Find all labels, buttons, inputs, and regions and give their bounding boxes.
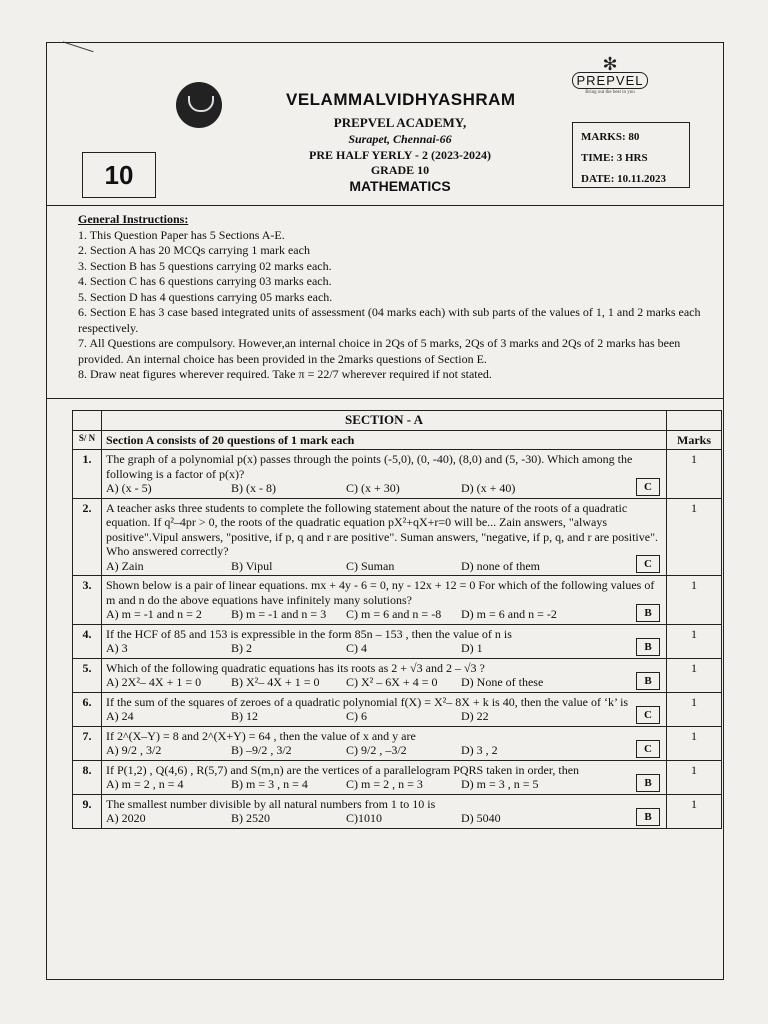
instruction-item: 4. Section C has 6 questions carrying 03 marks each. bbox=[78, 274, 332, 288]
options bbox=[106, 743, 662, 758]
question-row bbox=[73, 794, 722, 828]
sn-header: S/ N bbox=[73, 430, 102, 450]
option: C) Suman bbox=[346, 558, 395, 573]
answer-box: C bbox=[636, 706, 660, 724]
options bbox=[106, 811, 662, 826]
question-cell bbox=[102, 726, 667, 760]
prepvel-logo bbox=[570, 56, 650, 98]
question-row bbox=[73, 692, 722, 726]
answer-box: C bbox=[636, 478, 660, 496]
sparkle-icon: ✻ bbox=[602, 54, 618, 74]
option: D) (x + 40) bbox=[461, 481, 516, 495]
question-cell bbox=[102, 624, 667, 658]
instruction-item: 5. Section D has 4 questions carrying 05 marks each. bbox=[78, 289, 333, 304]
options bbox=[106, 641, 662, 656]
option: D) 22 bbox=[461, 709, 489, 723]
option: D) 1 bbox=[461, 641, 483, 655]
option: C) 9/2 , –3/2 bbox=[346, 743, 407, 757]
option: D) 3 , 2 bbox=[461, 743, 498, 757]
question-marks: 1 bbox=[667, 794, 722, 828]
question-text: If the HCF of 85 and 153 is expressible in the form 85n – 153 , then the value of n is bbox=[106, 626, 512, 641]
options bbox=[106, 607, 662, 622]
answer-box: B bbox=[636, 604, 660, 622]
options bbox=[106, 777, 662, 792]
time-label: TIME: 3 HRS bbox=[581, 152, 648, 164]
brand-name: PREPVEL bbox=[572, 72, 649, 89]
option: B) 2520 bbox=[231, 811, 270, 825]
option: A) 3 bbox=[106, 641, 128, 655]
instructions-title: General Instructions: bbox=[78, 212, 189, 226]
option: C) m = 6 and n = -8 bbox=[346, 607, 442, 621]
option: D) m = 6 and n = -2 bbox=[461, 607, 557, 621]
question-text: A teacher asks three students to complete the following statement about the nature of the roots of a quadratic equation. If q²–4pr > 0, the roots of the quadratic equation pX²+qX+r=0 will be... Zain answers, "always positive".Vipul answers, "positive, if p, q and r are positive". Suman answers, "negative, if p, q, and r are positive". Who answered correctly? bbox=[106, 500, 658, 558]
option: A) 24 bbox=[106, 709, 134, 723]
option: C)1010 bbox=[346, 811, 382, 825]
school-name: VELAMMALVIDHYASHRAM bbox=[286, 90, 516, 109]
exam-title: PRE HALF YERLY - 2 (2023-2024) bbox=[309, 148, 491, 162]
question-cell bbox=[102, 760, 667, 794]
school-logo-icon bbox=[176, 82, 222, 128]
subject: MATHEMATICS bbox=[349, 178, 451, 194]
question-number: 1. bbox=[73, 450, 102, 499]
option: B) –9/2 , 3/2 bbox=[231, 743, 292, 757]
option: B) m = -1 and n = 3 bbox=[231, 607, 327, 621]
option: A) 9/2 , 3/2 bbox=[106, 743, 162, 757]
question-row bbox=[73, 658, 722, 692]
question-marks: 1 bbox=[667, 726, 722, 760]
date-label: DATE: 10.11.2023 bbox=[581, 173, 667, 185]
question-marks: 1 bbox=[667, 624, 722, 658]
question-text: If P(1,2) , Q(4,6) , R(5,7) and S(m,n) are the vertices of a parallelogram PQRS taken in order, then bbox=[106, 762, 580, 777]
option: A) m = -1 and n = 2 bbox=[106, 607, 202, 621]
divider bbox=[47, 398, 723, 399]
option: A) (x - 5) bbox=[106, 481, 152, 495]
question-cell bbox=[102, 450, 667, 499]
options bbox=[106, 675, 662, 690]
question-text: If the sum of the squares of zeroes of a quadratic polynomial f(X) = X²– 8X + k is 40, then the value of ‘k’ is bbox=[106, 694, 629, 709]
option: C) X² – 6X + 4 = 0 bbox=[346, 675, 438, 689]
academy-name: PREPVEL ACADEMY, bbox=[333, 115, 467, 130]
question-number: 8. bbox=[73, 760, 102, 794]
question-row bbox=[73, 624, 722, 658]
option: C) 4 bbox=[346, 641, 367, 655]
marks-label: MARKS: 80 bbox=[581, 131, 640, 143]
question-text: Which of the following quadratic equations has its roots as 2 + √3 and 2 – √3 ? bbox=[106, 660, 485, 675]
general-instructions bbox=[78, 212, 714, 383]
option: A) Zain bbox=[106, 558, 144, 573]
grade-line: GRADE 10 bbox=[370, 163, 430, 177]
grade-box: 10 bbox=[82, 152, 156, 198]
question-row bbox=[73, 760, 722, 794]
answer-box: B bbox=[636, 638, 660, 656]
option: A) 2X²– 4X + 1 = 0 bbox=[106, 675, 202, 689]
instruction-item: 2. Section A has 20 MCQs carrying 1 mark each bbox=[78, 243, 310, 257]
option: C) 6 bbox=[346, 709, 367, 723]
question-cell bbox=[102, 498, 667, 576]
option: D) none of them bbox=[461, 558, 540, 573]
question-cell bbox=[102, 794, 667, 828]
option: D) None of these bbox=[461, 675, 544, 689]
option: D) 5040 bbox=[461, 811, 501, 825]
questions-body bbox=[73, 450, 722, 829]
question-row bbox=[73, 576, 722, 625]
options bbox=[106, 559, 662, 574]
option: A) m = 2 , n = 4 bbox=[106, 777, 184, 791]
section-title: SECTION - A bbox=[102, 411, 667, 431]
question-number: 2. bbox=[73, 498, 102, 576]
section-a-table bbox=[72, 410, 722, 829]
option: A) 2020 bbox=[106, 811, 146, 825]
option: D) m = 3 , n = 5 bbox=[461, 777, 539, 791]
question-number: 9. bbox=[73, 794, 102, 828]
question-number: 3. bbox=[73, 576, 102, 625]
instruction-item: 7. All Questions are compulsory. However,an internal choice in 2Qs of 5 marks, 2Qs of 3 marks and 2Qs of 2 marks has been provided. An internal choice has been provided in the 2marks questions of Section E. bbox=[78, 336, 681, 366]
question-row bbox=[73, 498, 722, 576]
exam-info-box bbox=[572, 122, 690, 188]
question-text: The smallest number divisible by all natural numbers from 1 to 10 is bbox=[106, 796, 436, 811]
brand-tagline: Bring out the best in you bbox=[585, 90, 635, 95]
question-text: If 2^(X–Y) = 8 and 2^(X+Y) = 64 , then the value of x and y are bbox=[106, 728, 416, 743]
question-marks: 1 bbox=[667, 498, 722, 576]
option: C) m = 2 , n = 3 bbox=[346, 777, 423, 791]
question-number: 6. bbox=[73, 692, 102, 726]
question-text: Shown below is a pair of linear equations. mx + 4y - 6 = 0, ny - 12x + 12 = 0 For which of the following values of m and n do the above equations have infinitely many solutions? bbox=[106, 578, 655, 607]
question-marks: 1 bbox=[667, 760, 722, 794]
option: C) (x + 30) bbox=[346, 481, 400, 495]
instruction-item: 8. Draw neat figures wherever required. Take π = 22/7 wherever required if not stated. bbox=[78, 367, 492, 381]
option: B) m = 3 , n = 4 bbox=[231, 777, 308, 791]
question-cell bbox=[102, 658, 667, 692]
instruction-item: 3. Section B has 5 questions carrying 02 marks each. bbox=[78, 258, 332, 273]
question-cell bbox=[102, 692, 667, 726]
marks-header: Marks bbox=[667, 430, 722, 450]
question-row bbox=[73, 726, 722, 760]
instruction-item: 1. This Question Paper has 5 Sections A-E. bbox=[78, 227, 285, 242]
answer-box: C bbox=[636, 740, 660, 758]
option: B) 12 bbox=[231, 709, 258, 723]
answer-box: B bbox=[636, 808, 660, 826]
section-description: Section A consists of 20 questions of 1 mark each bbox=[102, 430, 667, 450]
question-marks: 1 bbox=[667, 658, 722, 692]
location: Surapet, Chennai-66 bbox=[348, 132, 452, 146]
question-marks: 1 bbox=[667, 576, 722, 625]
question-row bbox=[73, 450, 722, 499]
option: B) 2 bbox=[231, 641, 252, 655]
question-cell bbox=[102, 576, 667, 625]
question-text: The graph of a polynomial p(x) passes through the points (-5,0), (0, -40), (8,0) and (5, -30). Which among the following is a factor of p(x)? bbox=[106, 452, 633, 481]
divider bbox=[47, 205, 723, 206]
question-number: 5. bbox=[73, 658, 102, 692]
answer-box: C bbox=[636, 555, 660, 573]
answer-box: B bbox=[636, 774, 660, 792]
question-number: 4. bbox=[73, 624, 102, 658]
options bbox=[106, 709, 662, 724]
option: B) (x - 8) bbox=[231, 481, 276, 495]
instruction-item: 6. Section E has 3 case based integrated units of assessment (04 marks each) with sub parts of the values of 1, 1 and 2 marks each respectively. bbox=[78, 305, 701, 335]
option: B) X²– 4X + 1 = 0 bbox=[231, 675, 320, 689]
answer-box: B bbox=[636, 672, 660, 690]
question-number: 7. bbox=[73, 726, 102, 760]
options bbox=[106, 481, 662, 496]
option: B) Vipul bbox=[231, 558, 273, 573]
question-marks: 1 bbox=[667, 692, 722, 726]
question-marks: 1 bbox=[667, 450, 722, 499]
